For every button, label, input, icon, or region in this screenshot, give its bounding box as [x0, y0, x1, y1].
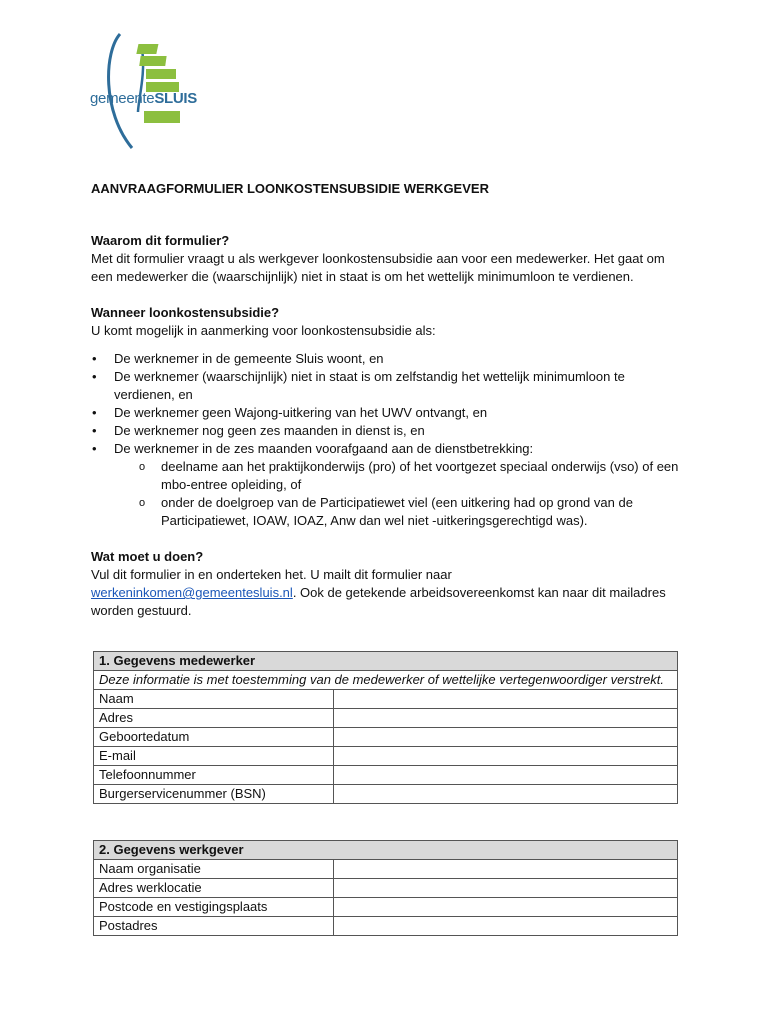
field-label: Geboortedatum: [94, 728, 334, 747]
list-item: [114, 440, 681, 530]
list-item: • De werknemer in de gemeente Sluis woont, en: [114, 350, 681, 368]
logo-text-sluis: SLUIS: [154, 90, 198, 107]
section-why-body: Met dit formulier vraagt u als werkgever loonkostensubsidie aan voor een medewerker. Het gaat om een medewerker die (waarschijnlijk) niet in staat is om het wettelijk minimumloon te verdienen.: [91, 251, 665, 284]
field-label: Telefoonnummer: [94, 766, 334, 785]
email-field[interactable]: [334, 747, 678, 766]
field-label: Naam: [94, 690, 334, 709]
sub-list-item: o deelname aan het praktijkonderwijs (pro) of het voortgezet speciaal onderwijs (vso) of een mbo-entree opleiding, of: [161, 458, 681, 494]
table-row: [94, 728, 678, 747]
field-label: Adres werklocatie: [94, 879, 334, 898]
section-what-body: [91, 566, 681, 620]
section-when: [91, 304, 681, 530]
field-label: Postadres: [94, 917, 334, 936]
postcode-city-field[interactable]: [334, 898, 678, 917]
table-row: [94, 709, 678, 728]
list-item: • De werknemer nog geen zes maanden in dienst is, en: [114, 422, 681, 440]
name-field[interactable]: [334, 690, 678, 709]
list-item: • De werknemer geen Wajong-uitkering van het UWV ontvangt, en: [114, 404, 681, 422]
document-body: [91, 180, 681, 638]
sub-criteria-list: [114, 458, 681, 530]
table-row: [94, 766, 678, 785]
table-row: [94, 690, 678, 709]
table-row: [94, 785, 678, 804]
field-label: E-mail: [94, 747, 334, 766]
section-what: [91, 548, 681, 620]
gemeente-sluis-logo: [86, 32, 206, 152]
table-row: [94, 747, 678, 766]
address-field[interactable]: [334, 709, 678, 728]
employee-table-header: 1. Gegevens medewerker: [94, 652, 678, 671]
employee-table-note: Deze informatie is met toestemming van de medewerker of wettelijke vertegenwoordiger verstrekt.: [94, 671, 678, 690]
field-label: Naam organisatie: [94, 860, 334, 879]
section-why: [91, 232, 681, 286]
table-row: [94, 860, 678, 879]
work-address-field[interactable]: [334, 879, 678, 898]
employer-details-table: [93, 840, 678, 936]
birthdate-field[interactable]: [334, 728, 678, 747]
employee-details-table: [93, 651, 678, 804]
logo-text-gemeente: gemeente: [90, 90, 155, 107]
field-label: Burgerservicenummer (BSN): [94, 785, 334, 804]
field-label: Adres: [94, 709, 334, 728]
postal-address-field[interactable]: [334, 917, 678, 936]
section-what-line1: Vul dit formulier in en onderteken het. U mailt dit formulier naar: [91, 567, 452, 582]
criteria-list: [91, 350, 681, 530]
section-why-heading: Waarom dit formulier?: [91, 233, 230, 248]
list-item-text: De werknemer in de zes maanden voorafgaand aan de dienstbetrekking:: [114, 441, 534, 456]
email-link[interactable]: werkeninkomen@gemeentesluis.nl: [91, 585, 293, 600]
section-what-line2: . Ook de getekende arbeidsovereenkomst kan naar dit mailadres worden gestuurd.: [91, 585, 666, 618]
table-row: [94, 917, 678, 936]
field-label: Postcode en vestigingsplaats: [94, 898, 334, 917]
table-row: [94, 879, 678, 898]
section-what-heading: Wat moet u doen?: [91, 549, 204, 564]
table-row: [94, 898, 678, 917]
organisation-name-field[interactable]: [334, 860, 678, 879]
page-title: AANVRAAGFORMULIER LOONKOSTENSUBSIDIE WERKGEVER: [91, 181, 489, 196]
employer-table-header: 2. Gegevens werkgever: [94, 841, 678, 860]
section-when-heading: Wanneer loonkostensubsidie?: [91, 305, 280, 320]
list-item: • De werknemer (waarschijnlijk) niet in staat is om zelfstandig het wettelijk minimumloon te verdienen, en: [114, 368, 681, 404]
section-when-intro: U komt mogelijk in aanmerking voor loonkostensubsidie als:: [91, 323, 436, 338]
sub-list-item: o onder de doelgroep van de Participatiewet viel (een uitkering had op grond van de Participatiewet, IOAW, IOAZ, Anw dan wel niet -uitkeringsgerechtigd was).: [161, 494, 681, 530]
phone-field[interactable]: [334, 766, 678, 785]
bsn-field[interactable]: [334, 785, 678, 804]
